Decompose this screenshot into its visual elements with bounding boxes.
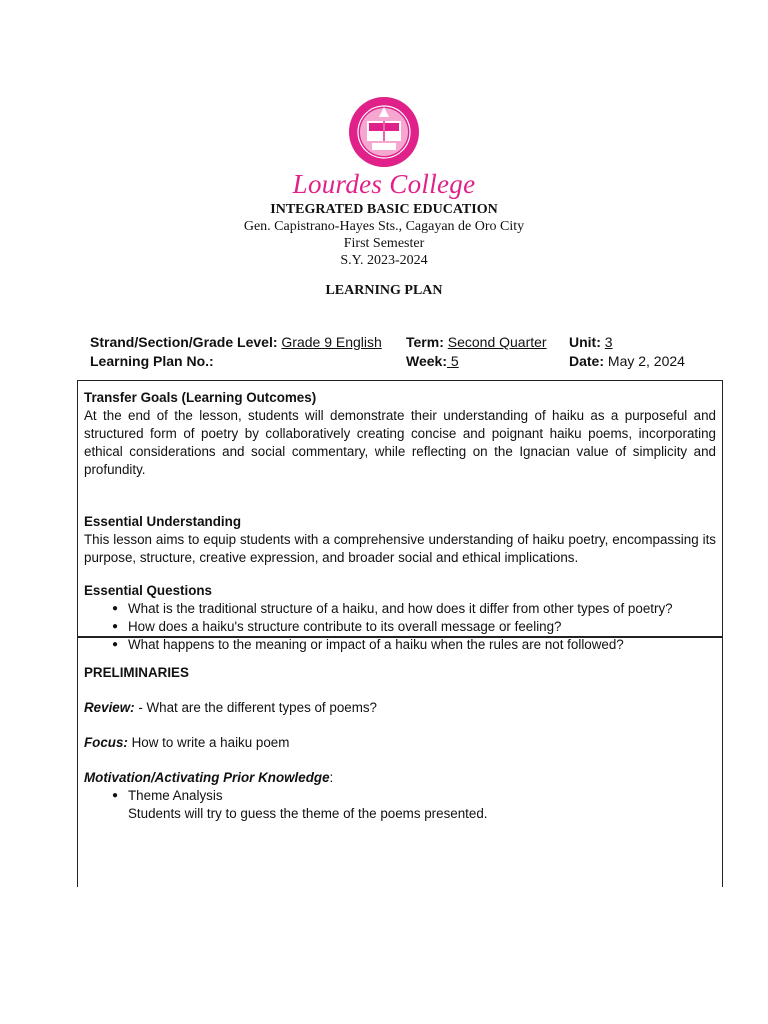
focus-line: Focus: How to write a haiku poem — [84, 735, 290, 750]
week-field: Week: 5 — [406, 353, 459, 369]
info-row-1 — [90, 333, 730, 352]
school-address: Gen. Capistrano-Hayes Sts., Cagayan de Oro City — [243, 219, 525, 234]
week-value: 5 — [450, 353, 459, 369]
list-item: ● How does a haiku's structure contribute to its overall message or feeling? — [112, 618, 716, 636]
motivation-list — [84, 787, 716, 823]
department-name: INTEGRATED BASIC EDUCATION — [270, 202, 498, 217]
essential-understanding-title: Essential Understanding — [84, 514, 241, 529]
strand-value: Grade 9 English — [281, 334, 382, 350]
preliminaries-title: PRELIMINARIES — [84, 665, 189, 680]
plan-no-label: Learning Plan No.: — [90, 353, 214, 369]
college-seal-icon — [347, 95, 421, 169]
motivation-detail: Students will try to guess the theme of the poems presented. — [128, 806, 488, 821]
strand-field: Strand/Section/Grade Level: Grade 9 English — [90, 334, 382, 350]
essential-understanding-text: This lesson aims to equip students with a comprehensive understanding of haiku poetry, encompassing its purpose, structure, creative expression, and broader social and ethical implications. — [84, 532, 716, 565]
list-item: ● What is the traditional structure of a haiku, and how does it differ from other types of poetry? — [112, 600, 716, 618]
list-item: ● Theme Analysis Students will try to guess the theme of the poems presented. — [112, 787, 716, 823]
plan-info — [90, 333, 730, 371]
semester: First Semester — [343, 236, 425, 251]
outcomes-box — [77, 380, 723, 652]
school-year: S.Y. 2023-2024 — [340, 253, 428, 268]
term-value: Second Quarter — [447, 334, 547, 350]
college-name: Lourdes College — [292, 169, 476, 199]
transfer-goals-title: Transfer Goals (Learning Outcomes) — [84, 390, 317, 405]
preliminaries-box — [77, 637, 723, 887]
unit-field: Unit: 3 — [569, 334, 613, 350]
plan-title: LEARNING PLAN — [325, 283, 443, 298]
date-value: May 2, 2024 — [607, 353, 685, 369]
document-header — [0, 95, 768, 269]
transfer-goals-text: At the end of the lesson, students will demonstrate their understanding of haiku as a purposeful and structured form of poetry by collaboratively creating concise and poignant haiku poems, incorporating ethical considerations and social commentary, while reflecting on the Ignacian value of simplicity and profundity. — [84, 408, 716, 477]
motivation-line: Motivation/Activating Prior Knowledge: — [84, 770, 334, 785]
list-item: ● What happens to the meaning or impact of a haiku when the rules are not followed? — [112, 636, 716, 654]
unit-value: 3 — [604, 334, 613, 350]
review-line: Review: - What are the different types of poems? — [84, 700, 378, 715]
essential-questions-title: Essential Questions — [84, 583, 212, 598]
info-row-2 — [90, 352, 730, 371]
date-field: Date: May 2, 2024 — [569, 353, 685, 369]
term-field: Term: Second Quarter — [406, 334, 547, 350]
